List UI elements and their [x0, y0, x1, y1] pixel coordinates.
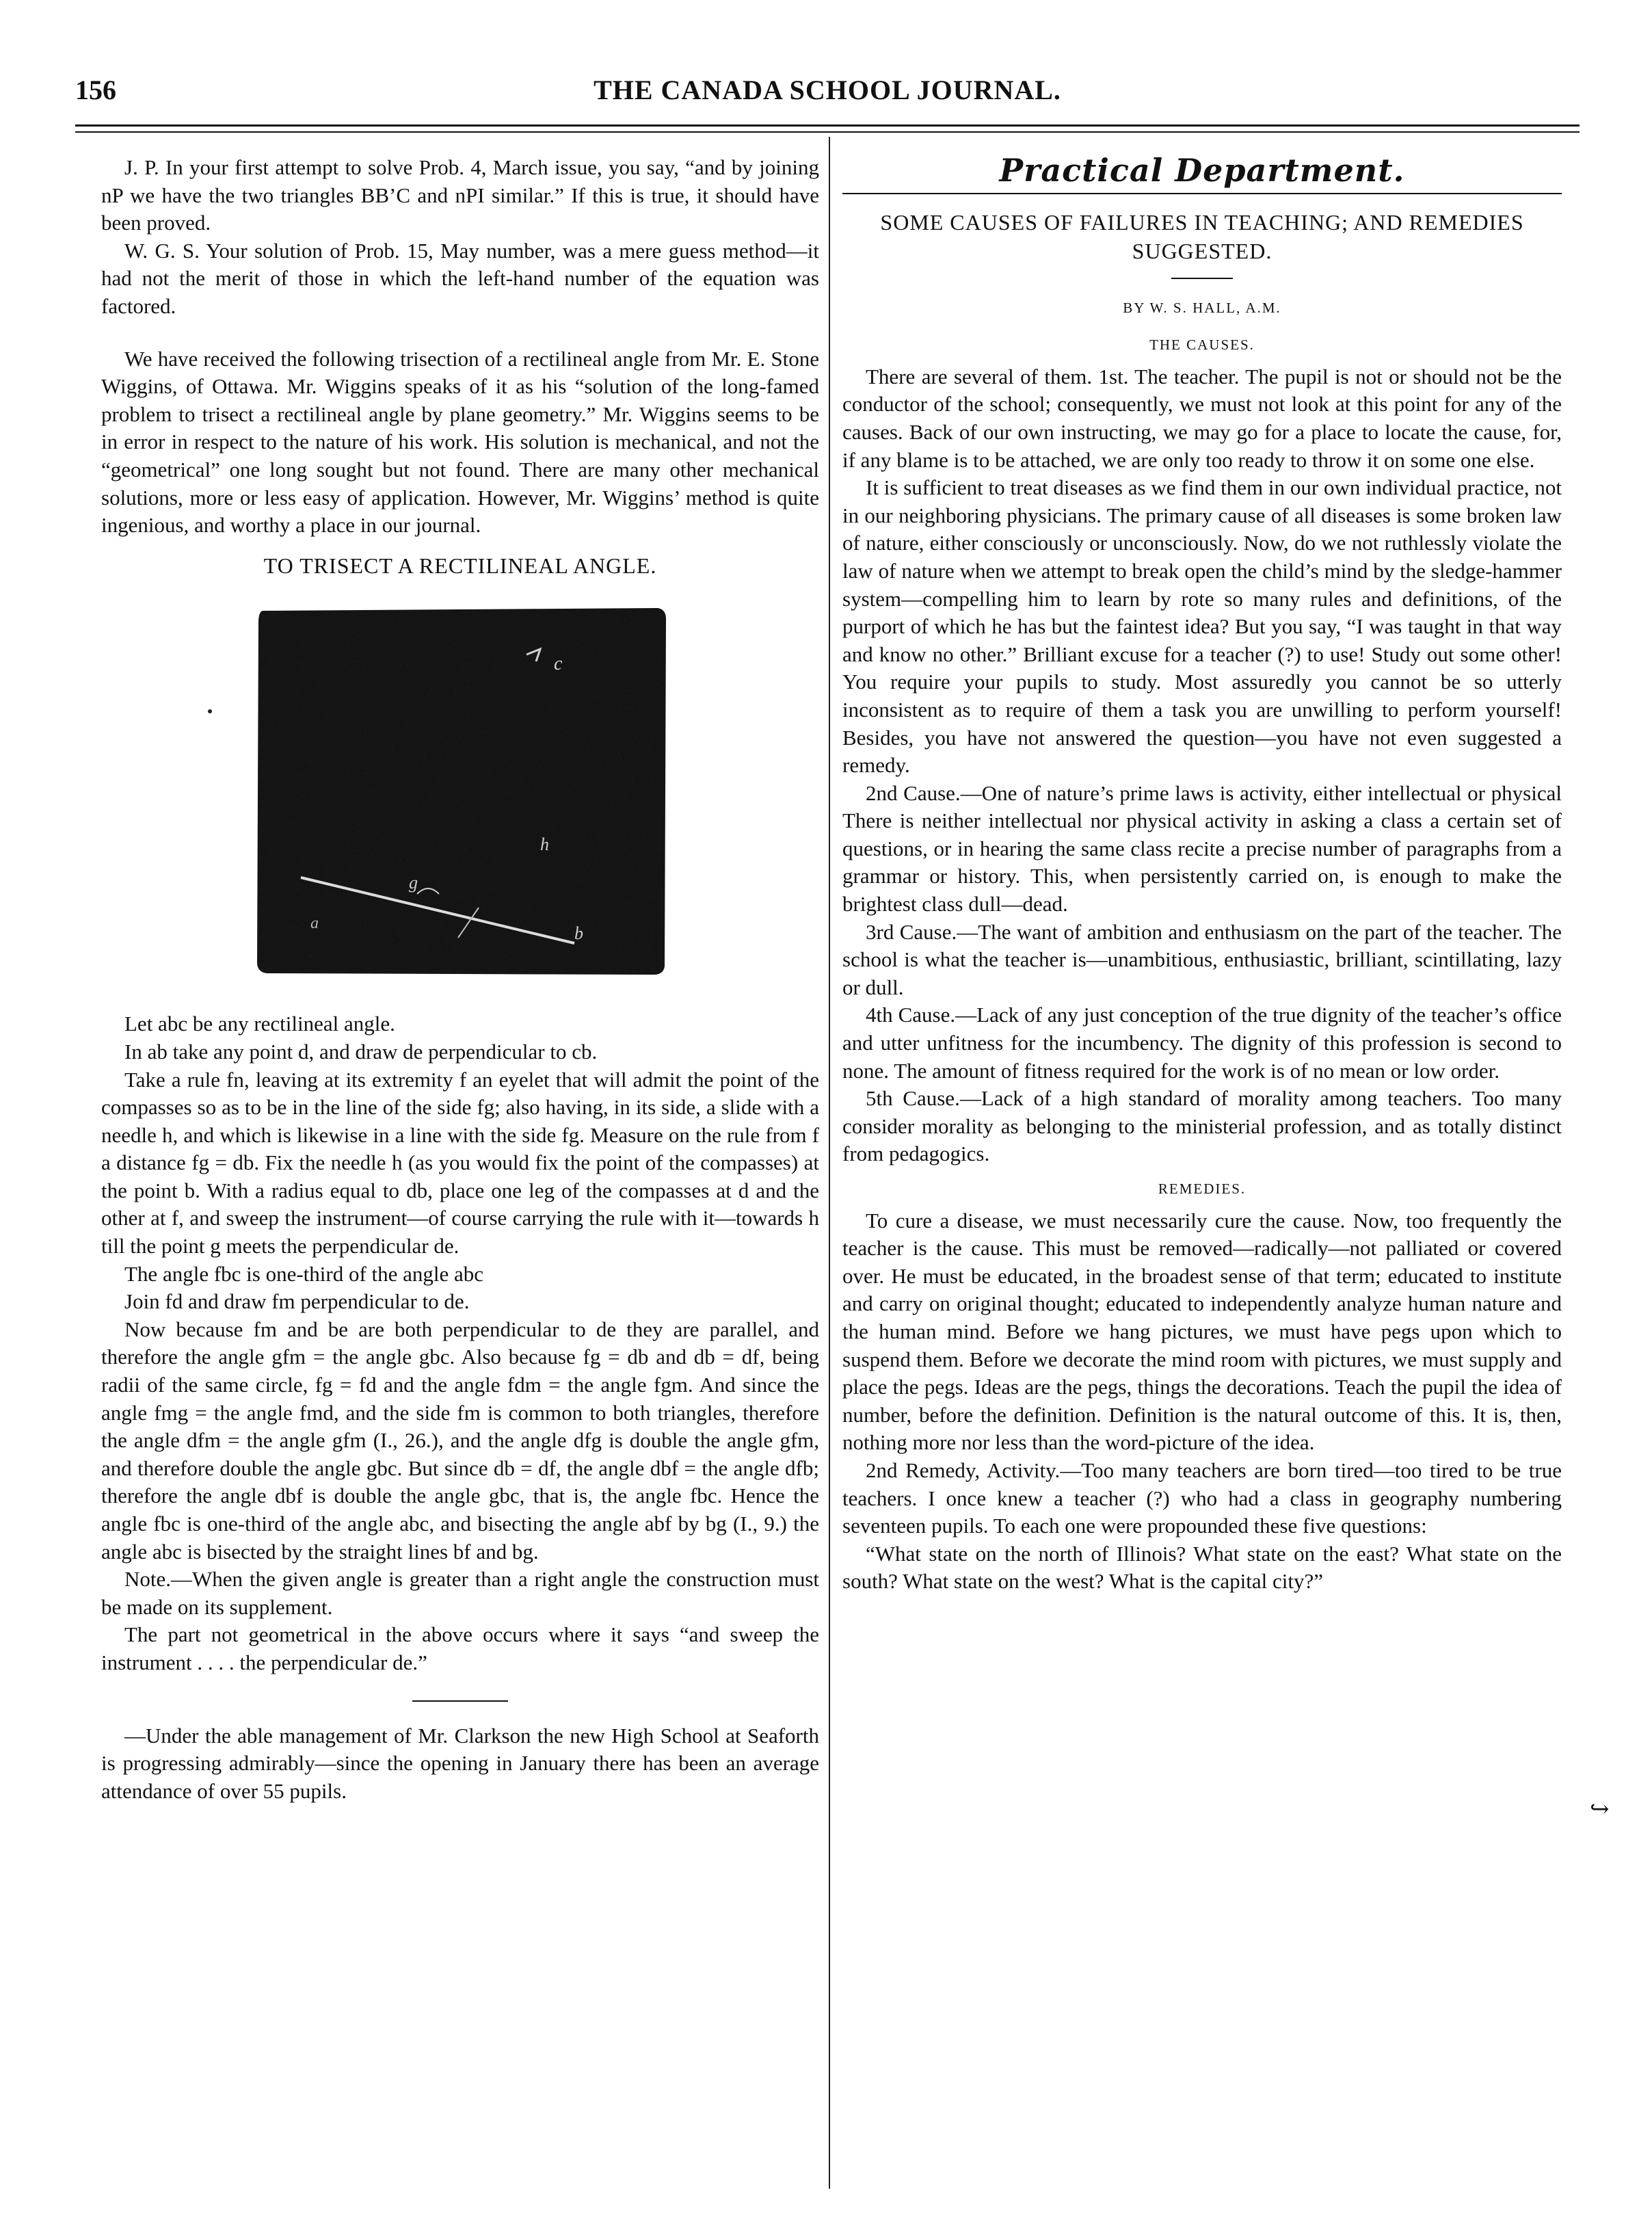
trisect-title: TO TRISECT A RECTILINEAL ANGLE. — [263, 553, 657, 578]
figure-label-g: g — [409, 873, 418, 893]
figure-label-h: h — [540, 834, 549, 855]
title-rule — [1171, 278, 1233, 279]
remedies-heading: REMEDIES. — [1158, 1181, 1247, 1197]
column-divider — [829, 137, 830, 2189]
reply-jp: J. P. In your first attempt to solve Prob. 4, March issue, you say, “and by joining nP we have the two triangles BB’C and nPI similar.” If this is true, it should have been proved. — [101, 155, 819, 235]
right-column — [842, 154, 1562, 1596]
trisection-figure — [253, 607, 667, 976]
figure-label-b: b — [574, 923, 583, 944]
department-rule — [842, 193, 1562, 194]
article-byline: BY W. S. HALL, A.M. — [1123, 299, 1281, 316]
margin-mark: ↪ — [1590, 1797, 1610, 1822]
cause-1-continued: It is sufficient to treat diseases as we find them in our own individual practice, not in our neighboring physicians. The primary cause of all diseases is some broken law of nature, either consciously or unconsciously. Now, do we not ruthlessly violate the law of nature when we attempt to break open the child’s mind by the sledge-hammer system—compelling him to learn by rote so many rules and definitions, of the purport of which he has but the faintest idea? But you say, “I was taught in that way and know no other.” Brilliant excuse for a teacher (?) to use! Study out some other! You require your pupils to study. Most assuredly you cannot be so utterly inconsistent as to require of them a task you are unwilling to perform yourself! Besides, you have not answered the question—you have not even suggested a remedy. — [842, 475, 1562, 778]
section-rule — [412, 1700, 508, 1702]
seaforth-news: —Under the able management of Mr. Clarkson the new High School at Seaforth is progressing admirably—since the opening in January there has been an average attendance of over 55 pupils. — [101, 1723, 819, 1803]
construction-p5: Join fd and draw fm perpendicular to de. — [124, 1289, 470, 1314]
cause-3: 3rd Cause.—The want of ambition and enthusiasm on the part of the teacher. The school is what the teacher is—unambitious, enthusiastic, brilliant, scintillating, lazy or dull. — [842, 919, 1562, 999]
remedy-2: 2nd Remedy, Activity.—Too many teachers are born tired—too tired to be true teachers. I once knew a teacher (?) who had a class in geography numbering seventeen pupils. To each one were propounded these five questions: — [842, 1458, 1562, 1538]
construction-p3: Take a rule fn, leaving at its extremity f an eyelet that will admit the point of the compasses so as to be in the line of the side fg; also having, in its side, a slide with a needle h, and which is likewise in a line with the side fg. Measure on the rule from f a distance fg = db. Fix the needle h (as you would fix the point of the compasses) at the point b. With a radius equal to db, place one leg of the compasses at d and the other at f, and sweep the instrument—of course carrying the rule with it—towards h till the point g meets the perpendicular de. — [101, 1067, 819, 1259]
cause-4: 4th Cause.—Lack of any just conception of the true dignity of the teacher’s office and utter unfitness for the incumbency. The dignity of this profession is second to none. The amount of fitness required for the work is of no mean or low order. — [842, 1003, 1562, 1083]
construction-p1: Let abc be any rectilineal angle. — [124, 1012, 395, 1036]
construction-note: Note.—When the given angle is greater than a right angle the construction must be made on its supplement. — [101, 1567, 819, 1619]
figure-label-c: c — [554, 653, 563, 675]
cause-5: 5th Cause.—Lack of a high standard of morality among teachers. Too many consider morality as belonging to the ministerial profession, and as totally distinct from pedagogics. — [842, 1086, 1562, 1166]
department-heading: Practical Department. — [999, 152, 1405, 189]
construction-remark: The part not geometrical in the above occurs where it says “and sweep the instrument . . . . the perpendicular de.” — [101, 1622, 819, 1674]
spacer — [101, 321, 819, 345]
figure-speck — [208, 709, 212, 713]
figure-image — [253, 607, 667, 976]
construction-p4: The angle fbc is one-third of the angle abc — [124, 1261, 484, 1286]
page-number: 156 — [75, 75, 116, 105]
article-title: SOME CAUSES OF FAILURES IN TEACHING; AND REMEDIES SUGGESTED. — [880, 209, 1524, 263]
remedy-2-questions: “What state on the north of Illinois? What state on the east? What state on the south? What state on the west? What is the capital city?” — [842, 1541, 1562, 1594]
cause-1: There are several of them. 1st. The teacher. The pupil is not or should not be the conductor of the school; consequently, we must not look at this point for any of the causes. Back of our own instructing, we may go for a place to locate the cause, for, if any blame is to be attached, we are only too ready to throw it on some one else. — [842, 364, 1562, 472]
trisection-intro: We have received the following trisection of a rectilineal angle from Mr. E. Stone Wiggins, of Ottawa. Mr. Wiggins speaks of it as his “solution of the long-famed problem to trisect a rectilineal angle by plane geometry.” Mr. Wiggins seems to be in error in respect to the nature of his work. His solution is mechanical, and not the “geometrical” one long sought but not found. There are many other mechanical solutions, more or less easy of application. However, Mr. Wiggins’ method is quite ingenious, and worthy a place in our journal. — [101, 346, 819, 538]
left-column — [101, 154, 819, 1805]
construction-p2: In ab take any point d, and draw de perpendicular to cb. — [124, 1039, 598, 1064]
page-header — [75, 74, 1580, 115]
header-rule — [75, 124, 1580, 127]
causes-heading: THE CAUSES. — [1149, 337, 1255, 354]
journal-title: THE CANADA SCHOOL JOURNAL. — [594, 75, 1061, 105]
header-rule-thin — [75, 131, 1580, 133]
figure-label-a: a — [310, 914, 319, 933]
remedy-1: To cure a disease, we must necessarily cure the cause. Now, too frequently the teacher is the cause. This must be removed—radically—not palliated or covered over. He must be educated, in the broadest sense of that term; educated to institute and carry on original thought; educated to independently analyze human nature and the human mind. Before we hang pictures, we must have pegs upon which to suspend them. Before we decorate the mind room with pictures, we must supply and place the pegs. Ideas are the pegs, things the decorations. Teach the pupil the idea of number, before the definition. Definition is the natural outcome of this. It is, then, nothing more nor less than the word-picture of the idea. — [842, 1208, 1562, 1455]
construction-proof: Now because fm and be are both perpendicular to de they are parallel, and therefore the angle gfm = the angle gbc. Also because fg = db and db = df, being radii of the same circle, fg = fd and the angle fdm = the angle fgm. And since the angle fmg = the angle fmd, and the side fm is common to both triangles, therefore the angle dfm = the angle gfm (I., 26.), and the angle dfg is double the angle gfm, and therefore double the angle gbc. But since db = df, the angle dbf = the angle dfb; therefore the angle dbf is double the angle gbc, that is, the angle fbc. Hence the angle fbc is one-third of the angle abc, and bisecting the angle abf by bg (I., 9.) the angle abc is bisected by the straight lines bf and bg. — [101, 1317, 819, 1564]
cause-2: 2nd Cause.—One of nature’s prime laws is activity, either intellectual or physical There is neither intellectual nor physical activity in asking a class a certain set of questions, or in hearing the same class recite a precise number of paragraphs from a grammar or history. This, when persistently carried on, is enough to make the brightest class dull—dead. — [842, 780, 1562, 917]
reply-wgs: W. G. S. Your solution of Prob. 15, May number, was a mere guess method—it had not the merit of those in which the left-hand number of the equation was factored. — [101, 238, 819, 318]
